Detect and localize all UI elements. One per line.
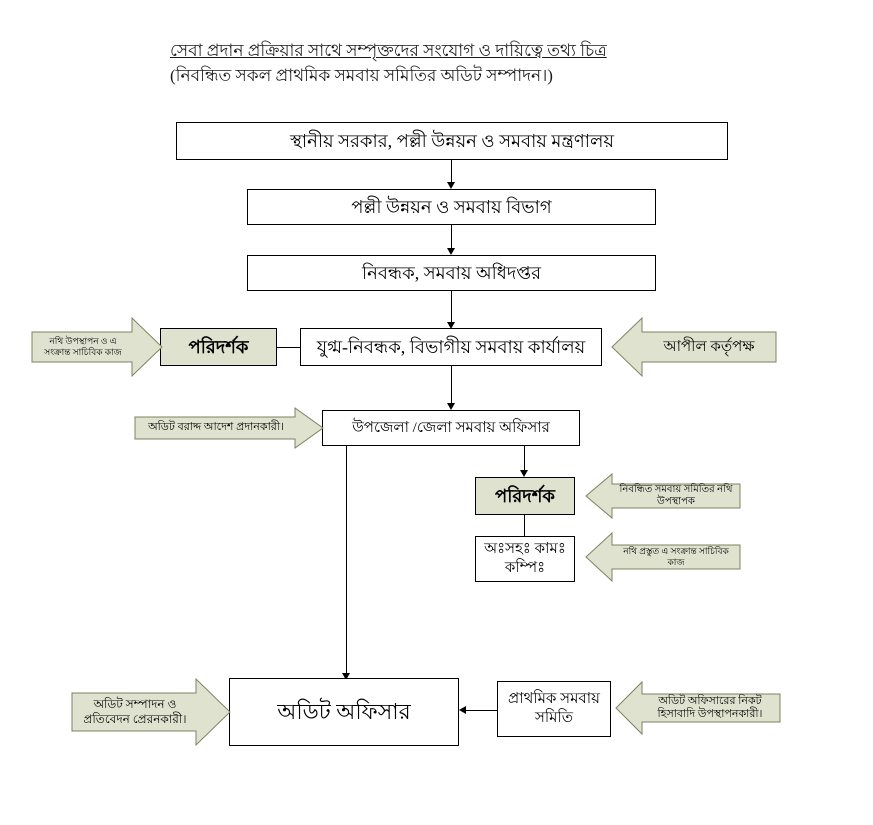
arrowhead-joint-district [447,403,455,410]
node-inspector-top[interactable] [160,328,277,366]
callout-audit-completion[interactable] [72,679,230,745]
callout-registered-society-file-label: নিবন্ধিত সমবায় সমিতির নথি উপস্থাপক [619,483,733,507]
node-primary-society-label: প্রাথমিক সমবায় সমিতি [508,691,600,726]
callout-registered-society-file[interactable] [586,474,740,518]
callout-file-prep-clerical-label: নথি প্রস্তুত এ সংক্রান্ত সাচিবিক কাজ [623,546,729,567]
arrowhead-ministry-division [447,182,455,189]
arrowhead-society-audit-officer [459,706,466,714]
node-district-officer-label: উপজেলা /জেলা সমবায় অফিসার [352,419,550,436]
node-primary-society[interactable] [497,681,611,737]
node-audit-officer[interactable] [229,678,459,746]
node-audit-officer-label: অডিট অফিসার [277,699,411,725]
connector-society-audit-officer [466,710,497,711]
page-title-line-2: (নিবন্ধিত সকল প্রাথমিক সমবায় সমিতির অডিট সম্পাদন।) [170,66,553,85]
callout-accounts-presenter[interactable] [616,682,780,734]
node-inspector-top-label: পরিদর্শক [188,336,249,357]
callout-file-presentation-left-label: নথি উপস্থাপন ও এ সংক্রান্ত সাচিবিক কাজ [44,336,122,357]
node-inspector-mid-label: পরিদর্শক [495,485,555,506]
page-title [170,38,770,88]
arrowhead-district-inspector-mid [520,470,528,477]
page-title-line-1: সেবা প্রদান প্রক্রিয়ার সাথে সম্পৃক্তদের সংযোগ ও দায়িত্বে তথ্য চিত্র [170,41,607,60]
callout-appeal-authority-label: আপীল কর্তৃপক্ষ [663,338,755,355]
node-assistant-label: অঃসহঃ কামঃ কম্পিঃ [484,541,566,576]
arrowhead-division-registrar [447,248,455,255]
node-joint-registrar-label: যুগ্ম-নিবন্ধক, বিভাগীয় সমবায় কার্যালয় [316,336,586,357]
node-ministry[interactable] [176,122,728,160]
callout-file-presentation-left[interactable] [32,318,162,376]
node-assistant[interactable] [475,536,575,582]
callout-accounts-presenter-label: অডিট অফিসারের নিকট হিসাবাদি উপস্থাপনকারী। [657,694,763,720]
node-registrar-label: নিবন্ধক, সমবায় অধিদপ্তর [362,262,541,283]
callout-audit-completion-label: অডিট সম্পাদন ও প্রতিবেদন প্রেরনকারী। [83,697,187,726]
callout-appeal-authority[interactable] [612,318,776,376]
node-division[interactable] [247,189,656,225]
node-district-officer[interactable] [322,410,580,446]
node-division-label: পল্লী উন্নয়ন ও সমবায় বিভাগ [351,196,552,217]
callout-file-prep-clerical[interactable] [586,533,740,581]
node-ministry-label: স্থানীয় সরকার, পল্লী উন্নয়ন ও সমবায় মন্ত্রণালয় [289,130,615,151]
node-inspector-mid[interactable] [475,477,575,515]
node-joint-registrar[interactable] [300,328,602,366]
connector-joint-district [451,366,452,408]
connector-inspector-assistant [524,515,525,537]
callout-audit-allocation-label: অডিট বরাদ্দ আদেশ প্রদানকারী। [148,421,284,434]
connector-district-audit-officer [346,446,347,678]
callout-audit-allocation[interactable] [135,408,323,448]
connector-joint-inspector [277,347,300,348]
node-registrar[interactable] [247,255,656,291]
